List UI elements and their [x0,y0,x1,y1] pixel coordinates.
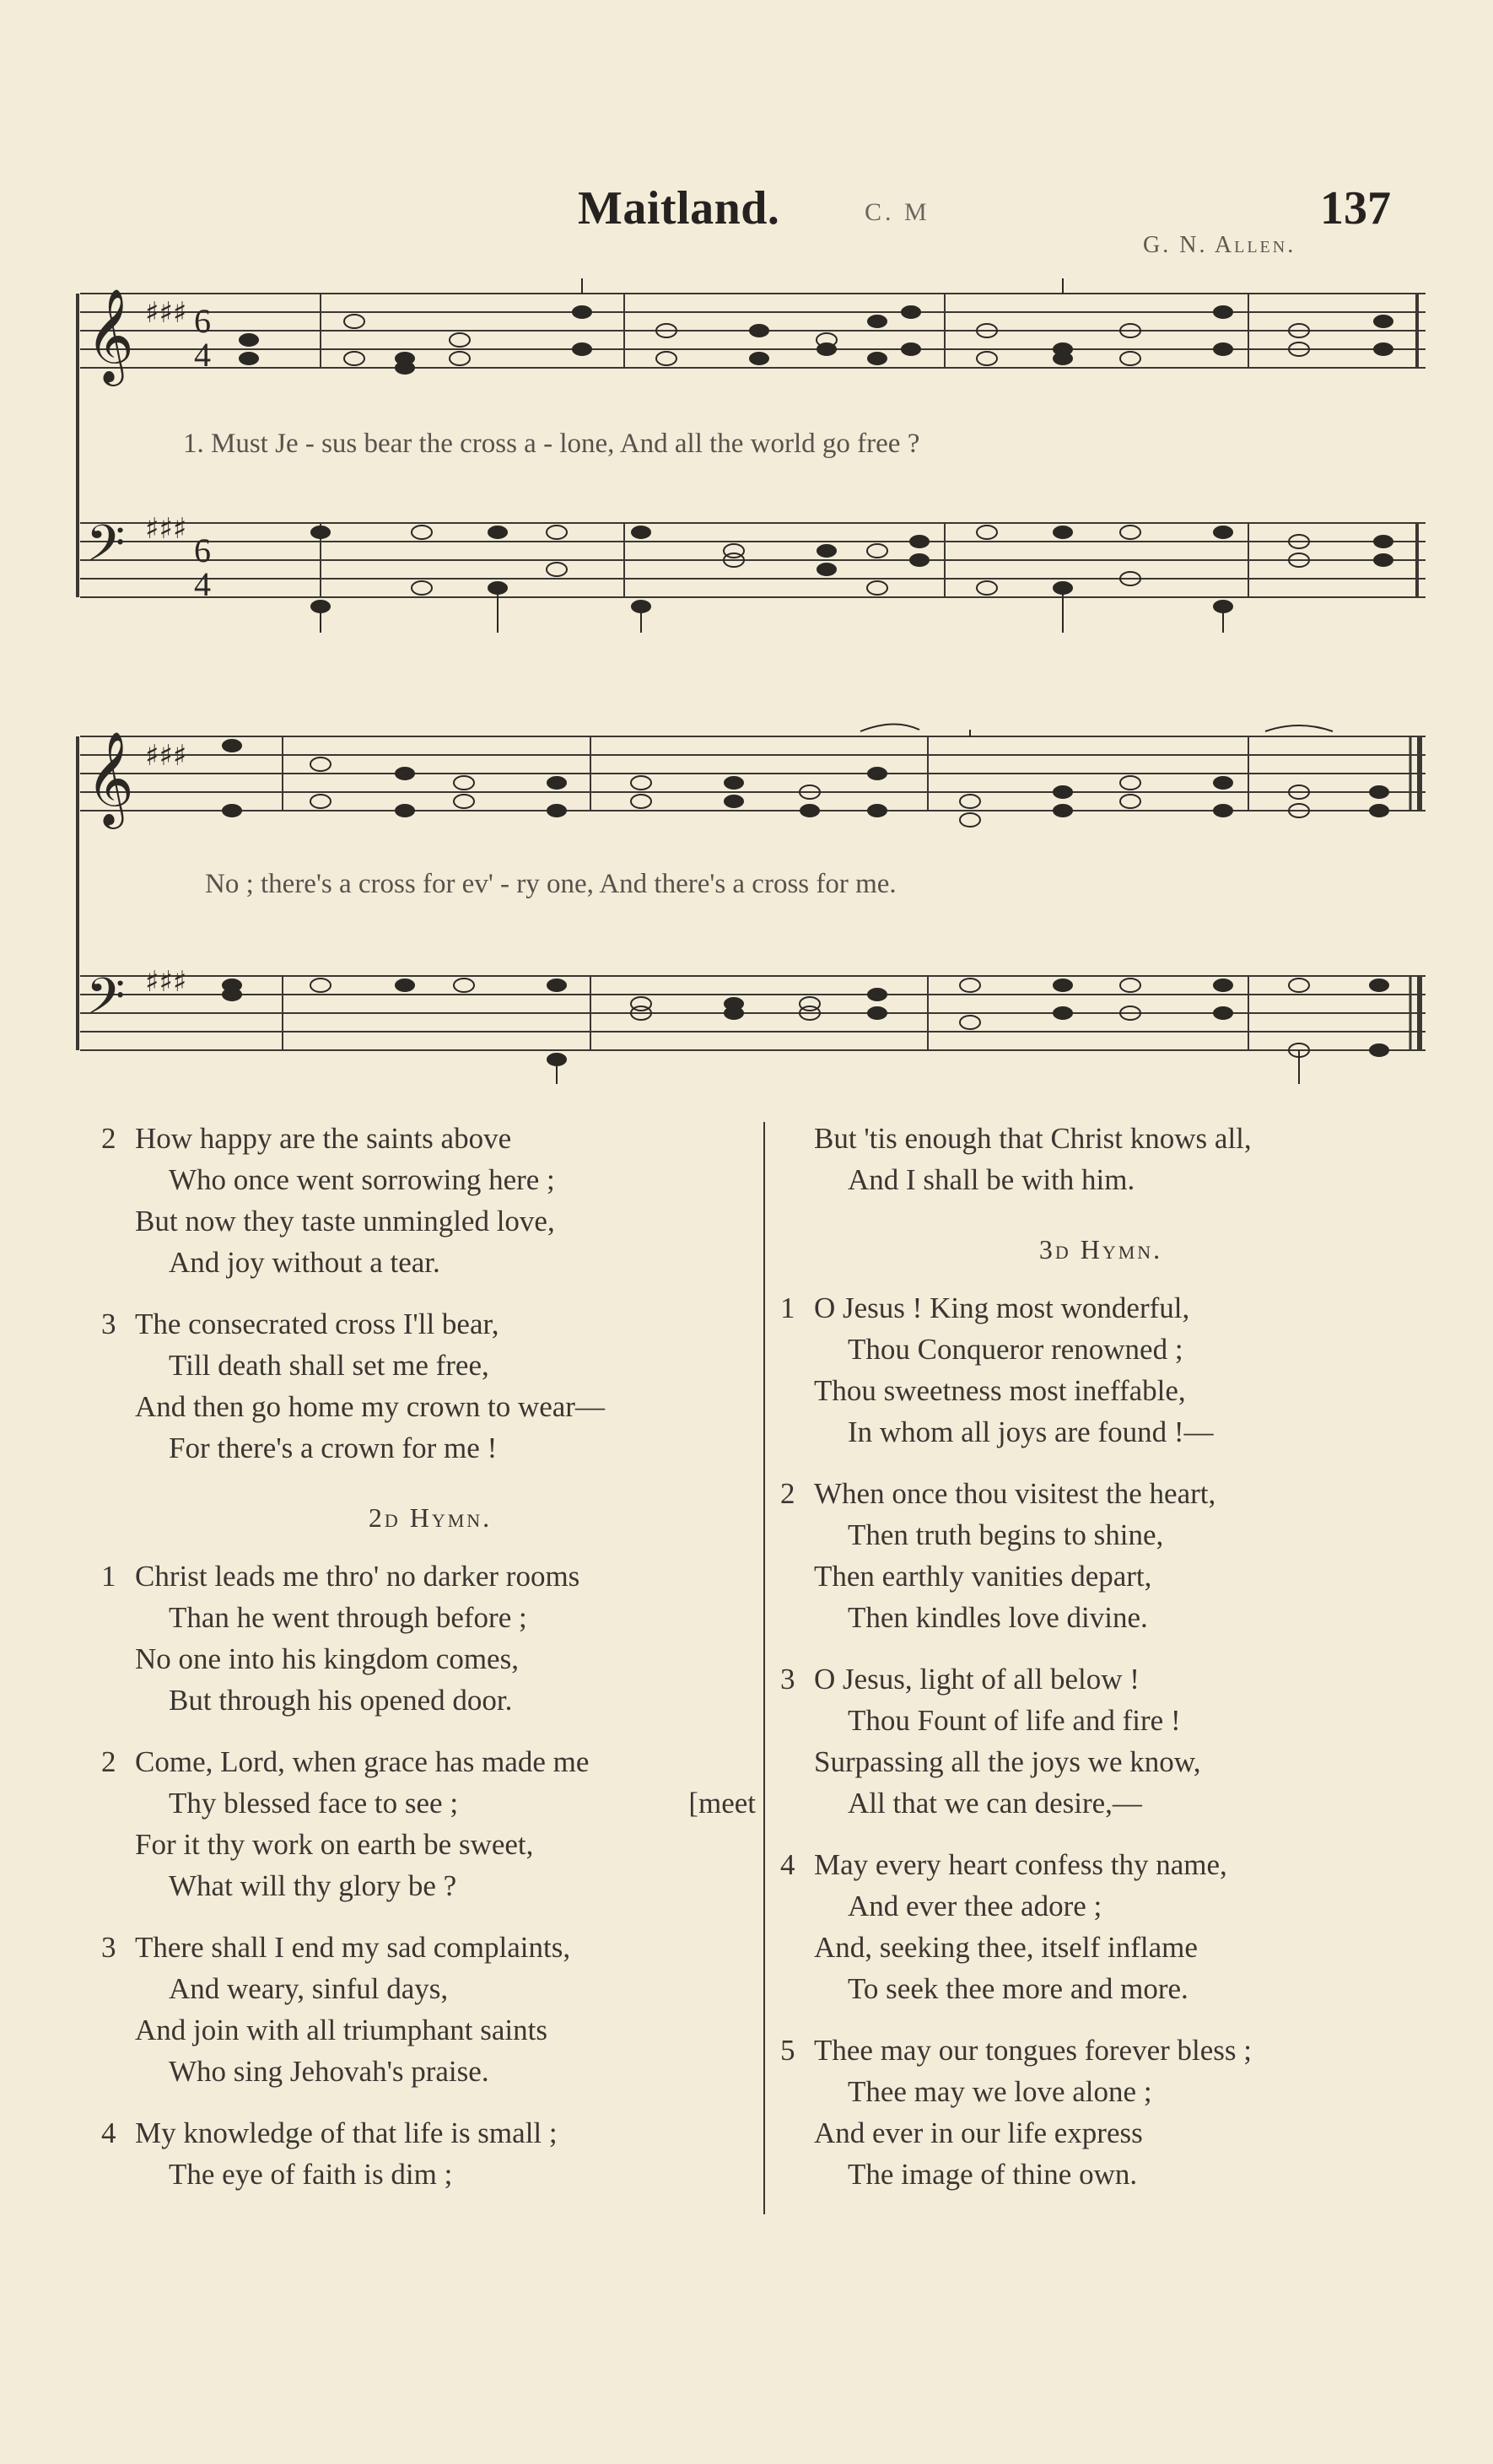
stanza-line-text: May every heart confess thy name, [814,1848,1227,1881]
stanza-number: 2 [101,1745,116,1778]
stanza-line [101,1597,759,1638]
stanza-line [780,1473,1421,1514]
time-sig-top-bass: 6 [194,531,211,569]
stanza-line [101,1159,759,1200]
stanza-line-text: And, seeking thee, itself inflame [814,1931,1198,1964]
stanza-line [101,1782,759,1824]
stanza-line [780,1927,1421,1968]
stanza-line-text: How happy are the saints above [135,1122,512,1155]
time-sig-bottom-treble: 4 [194,336,211,374]
stanza [101,1927,759,2092]
music-system-2 [67,713,1434,1084]
stanza-line-text: When once thou visitest the heart, [814,1477,1216,1510]
stanza-continuation [780,1118,1421,1200]
stanza-line [101,1200,759,1242]
stanza [101,2112,759,2195]
stanza [101,1118,759,1283]
stanza-line-text: O Jesus, light of all below ! [814,1663,1140,1696]
stanza-line-text: Thou Conqueror renowned ; [848,1333,1183,1366]
stanza-line [780,2030,1421,2071]
column-divider [763,1122,765,2214]
right-verse-column [780,1118,1421,2215]
stanza-line [780,1700,1421,1741]
stanza-line-text: All that we can desire,— [848,1787,1142,1820]
stanza-line [780,1556,1421,1597]
stanza-line-text: But through his opened door. [169,1684,513,1717]
lyrics-line-2: No ; there's a cross for ev' - ry one, And there's a cross for me. [205,869,897,899]
stanza-number: 3 [101,1307,116,1340]
hymn-heading: 2d Hymn. [368,1502,493,1533]
stanza-line [101,1927,759,1968]
stanza-number: 2 [780,1477,795,1510]
stanza-line [101,1242,759,1283]
time-sig-bottom-bass: 4 [194,565,211,603]
stanza [780,2030,1421,2195]
stanza-line-text: And then go home my crown to wear— [135,1390,605,1423]
stanza [101,1741,759,1906]
page-number: 137 [1320,182,1391,235]
stanza-line-text: Thee may our tongues forever bless ; [814,2034,1253,2067]
stanza-line [780,1597,1421,1638]
stanza-line-text: Then truth begins to shine, [848,1518,1164,1551]
stanza-line-text: And join with all triumphant saints [135,2014,547,2046]
stanza-line [101,2154,759,2195]
stanza-line-text: What will thy glory be ? [169,1869,457,1902]
stanza-line [780,2071,1421,2112]
stanza-line [101,1865,759,1906]
stanza-line [780,1411,1421,1453]
stanza-line [101,1118,759,1159]
stanza-line-text: For there's a crown for me ! [169,1431,498,1464]
stanza-line [101,1345,759,1386]
stanza-number: 4 [780,1848,795,1881]
stanza-line [101,1968,759,2009]
stanza [780,1658,1421,1824]
stanza-line-text: For it thy work on earth be sweet, [135,1828,534,1861]
stanza-line [101,2112,759,2154]
stanza-line [780,2112,1421,2154]
left-verse-column [101,1118,759,2215]
stanza-line [780,1514,1421,1556]
stanza-line-text: Thee may we love alone ; [848,2075,1152,2108]
stanza-number: 1 [780,1291,795,1324]
stanza-line [101,1427,759,1469]
stanza-line-text: Till death shall set me free, [169,1349,489,1382]
svg-text:♯♯♯: ♯♯♯ [145,296,187,330]
stanza-line-text: Who once went sorrowing here ; [169,1163,555,1196]
svg-text:𝄞: 𝄞 [86,731,134,825]
stanza-line [780,1968,1421,2009]
stanza-line-text: And ever in our life express [814,2116,1143,2149]
stanza-line-text: In whom all joys are found !— [848,1415,1214,1448]
meter-label: C. M [865,198,930,226]
stanza-number: 3 [101,1931,116,1964]
stanza-line-text: My knowledge of that life is small ; [135,2116,558,2149]
time-sig-top-treble: 6 [194,302,211,340]
stanza-line-text: Then earthly vanities depart, [814,1560,1152,1593]
stanza-line-text: Christ leads me thro' no darker rooms [135,1560,580,1593]
stanza-line [101,1824,759,1865]
stanza-line [780,1329,1421,1370]
stanza-line-text: Surpassing all the joys we know, [814,1745,1201,1778]
svg-text:♯♯♯: ♯♯♯ [145,512,187,546]
stanza-number: 4 [101,2116,116,2149]
stanza-line-text: The image of thine own. [848,2158,1138,2191]
stanza-line-text: O Jesus ! King most wonderful, [814,1291,1190,1324]
stanza-line-text: Thou Fount of life and fire ! [848,1704,1181,1737]
stanza-line-text: Than he went through before ; [169,1601,527,1634]
composer-credit: G. N. Allen. [1143,232,1296,258]
stanza-line [780,1741,1421,1782]
music-system-1 [67,270,1434,641]
stanza-line [101,1303,759,1345]
stanza-line-text: There shall I end my sad complaints, [135,1931,571,1964]
stanza-line: And I shall be with him. [848,1163,1135,1196]
stanza [780,1287,1421,1453]
stanza-line [780,1782,1421,1824]
stanza [101,1556,759,1721]
stanza-line-text: And joy without a tear. [169,1246,440,1279]
stanza-line [780,1844,1421,1885]
stanza-line-text: The consecrated cross I'll bear, [135,1307,499,1340]
stanza-line-text: No one into his kingdom comes, [135,1642,519,1675]
stanza-number: 3 [780,1663,795,1696]
stanza-line [101,2051,759,2092]
stanza-line [780,1370,1421,1411]
stanza [780,1844,1421,2009]
stanza-line-text: The eye of faith is dim ; [169,2158,453,2191]
svg-text:𝄢: 𝄢 [86,967,126,1038]
svg-text:♯♯♯: ♯♯♯ [145,965,187,999]
stanza [780,1473,1421,1638]
lyrics-line-1: 1. Must Je - sus bear the cross a - lone, And all the world go free ? [183,429,920,459]
stanza [101,1303,759,1469]
stanza-line-text: And ever thee adore ; [848,1890,1102,1922]
stanza-line [780,1658,1421,1700]
svg-text:𝄞: 𝄞 [86,288,134,382]
svg-text:𝄢: 𝄢 [86,514,126,585]
hymn-heading: 3d Hymn. [1038,1234,1163,1264]
stanza-line-text: Then kindles love divine. [848,1601,1148,1634]
stanza-number: 1 [101,1560,116,1593]
stanza-line-text: Come, Lord, when grace has made me [135,1745,590,1778]
stanza-number: 2 [101,1122,116,1155]
stanza-line [101,1638,759,1680]
stanza-line [101,1386,759,1427]
hymn-tune-title: Maitland. [578,182,780,235]
stanza-line [101,1680,759,1721]
stanza-line [101,2009,759,2051]
stanza-line [780,1885,1421,1927]
stanza-line-text: Thou sweetness most ineffable, [814,1374,1186,1407]
turned-word: [meet [688,1787,756,1820]
stanza-line [101,1556,759,1597]
stanza-line-text: And weary, sinful days, [169,1972,449,2005]
stanza-line-text: But now they taste unmingled love, [135,1205,555,1237]
stanza-line-text: Who sing Jehovah's praise. [169,2055,489,2088]
stanza-line-text: Thy blessed face to see ; [169,1787,459,1820]
stanza-line [780,2154,1421,2195]
stanza-line: But 'tis enough that Christ knows all, [814,1122,1252,1155]
svg-text:♯♯♯: ♯♯♯ [145,739,187,773]
stanza-line [780,1287,1421,1329]
stanza-number: 5 [780,2034,795,2067]
stanza-line-text: To seek thee more and more. [848,1972,1188,2005]
